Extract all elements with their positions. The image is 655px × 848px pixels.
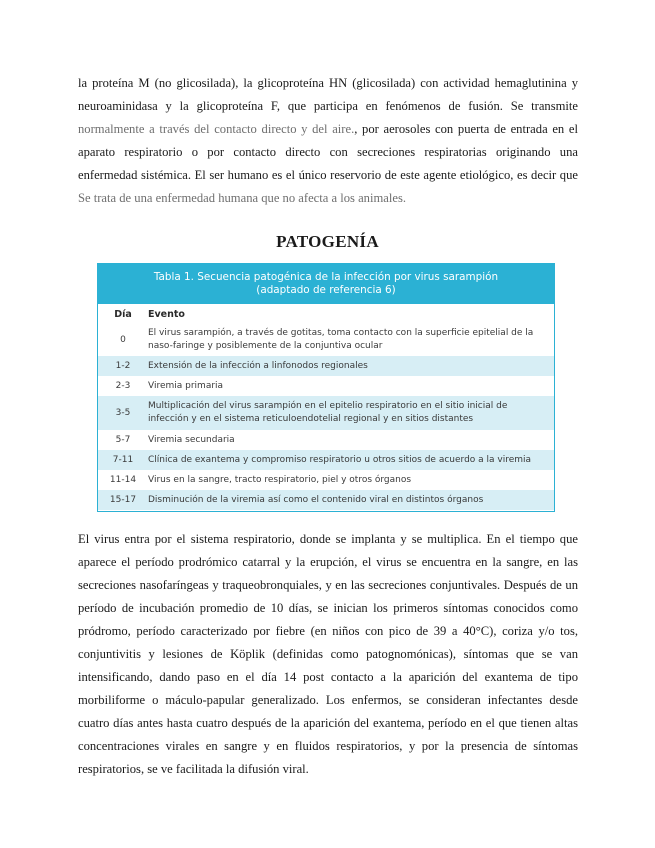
- row-event: Viremia secundaria: [148, 434, 235, 445]
- table-title: [98, 264, 554, 304]
- row-event: El virus sarampión, a través de gotitas, toma contacto con la superficie epitelial de la naso-faringe y posiblemente de la conjuntiva ocular: [148, 328, 534, 351]
- row-day: 7-11: [112, 454, 134, 465]
- table-row: [98, 376, 554, 396]
- table-row: [98, 450, 554, 470]
- table-row: [98, 324, 554, 356]
- intro-text-d: Se trata de una enfermedad humana que no afecta a los animales.: [78, 191, 406, 205]
- table-row: [98, 396, 554, 430]
- row-event: Disminución de la viremia así como el contenido viral en distintos órganos: [148, 494, 484, 505]
- table-row: [98, 470, 554, 490]
- row-event: Multiplicación del virus sarampión en el epitelio respiratorio en el sitio inicial de infección y en el sistema reticuloendotelial regional y en sitios distantes: [148, 401, 508, 424]
- row-event: Viremia primaria: [148, 380, 224, 391]
- intro-text-b: normalmente a través del contacto directo y del aire.: [78, 122, 355, 136]
- row-event: Clínica de exantema y compromiso respiratorio u otros sitios de acuerdo a la viremia: [148, 454, 532, 465]
- table-row: [98, 490, 554, 510]
- pathogenesis-table: [97, 263, 555, 512]
- row-day: 0: [120, 334, 126, 345]
- table-header-row: [98, 304, 554, 324]
- row-day: 3-5: [115, 407, 131, 418]
- row-day: 11-14: [109, 474, 137, 485]
- table-title-line2: (adaptado de referencia 6): [256, 284, 396, 296]
- column-header-day: Día: [114, 308, 132, 320]
- row-event: Extensión de la infección a linfonodos regionales: [148, 360, 368, 371]
- intro-text-c: , por aerosoles con puerta de entrada en el aparato respiratorio o por contacto directo con secreciones respiratorias originando una enfermedad sistémica. El ser humano es el único reservorio de este agente etiológico, es decir que: [78, 122, 578, 182]
- row-day: 15-17: [109, 494, 137, 505]
- row-day: 1-2: [115, 360, 131, 371]
- intro-text-a: la proteína M (no glicosilada), la glicoproteína HN (glicosilada) con actividad hemaglutinina y neuroaminidasa y la glicoproteína F, que participa en fenómenos de fusión. Se transmite: [78, 76, 578, 113]
- section-heading: PATOGENÍA: [276, 232, 379, 251]
- column-header-event: Evento: [148, 308, 185, 320]
- table-title-line1: Tabla 1. Secuencia patogénica de la infección por virus sarampión: [153, 271, 499, 283]
- row-event: Virus en la sangre, tracto respiratorio, piel y otros órganos: [148, 474, 412, 485]
- intro-paragraph: [78, 72, 578, 210]
- table-row: [98, 430, 554, 450]
- row-day: 2-3: [115, 380, 131, 391]
- row-day: 5-7: [115, 434, 131, 445]
- body-paragraph: El virus entra por el sistema respiratorio, donde se implanta y se multiplica. En el tiempo que aparece el período prodrómico catarral y la erupción, el virus se encuentra en la sangre, en las secreciones nasofaríngeas y traqueobronquiales, y en las secreciones conjuntivales. Después de un período de incubación promedio de 10 días, se inician los primeros síntomas conocidos como pródromo, período caracterizado por fiebre (en niños con pico de 39 a 40°C), coriza y/o tos, conjuntivitis y lesiones de Köplik (definidas como patognomónicas), síntomas que se van intensificando, dando paso en el día 14 post contacto a la aparición del exantema de tipo morbiliforme o máculo-papular generalizado. Los enfermos, se consideran infectantes desde cuatro días antes hasta cuatro después de la aparición del exantema, período en el que tienen altas concentraciones virales en sangre y en fluidos respiratorios, y por la presencia de síntomas respiratorios, se ve facilitada la difusión viral.: [78, 532, 578, 776]
- table-row: [98, 356, 554, 376]
